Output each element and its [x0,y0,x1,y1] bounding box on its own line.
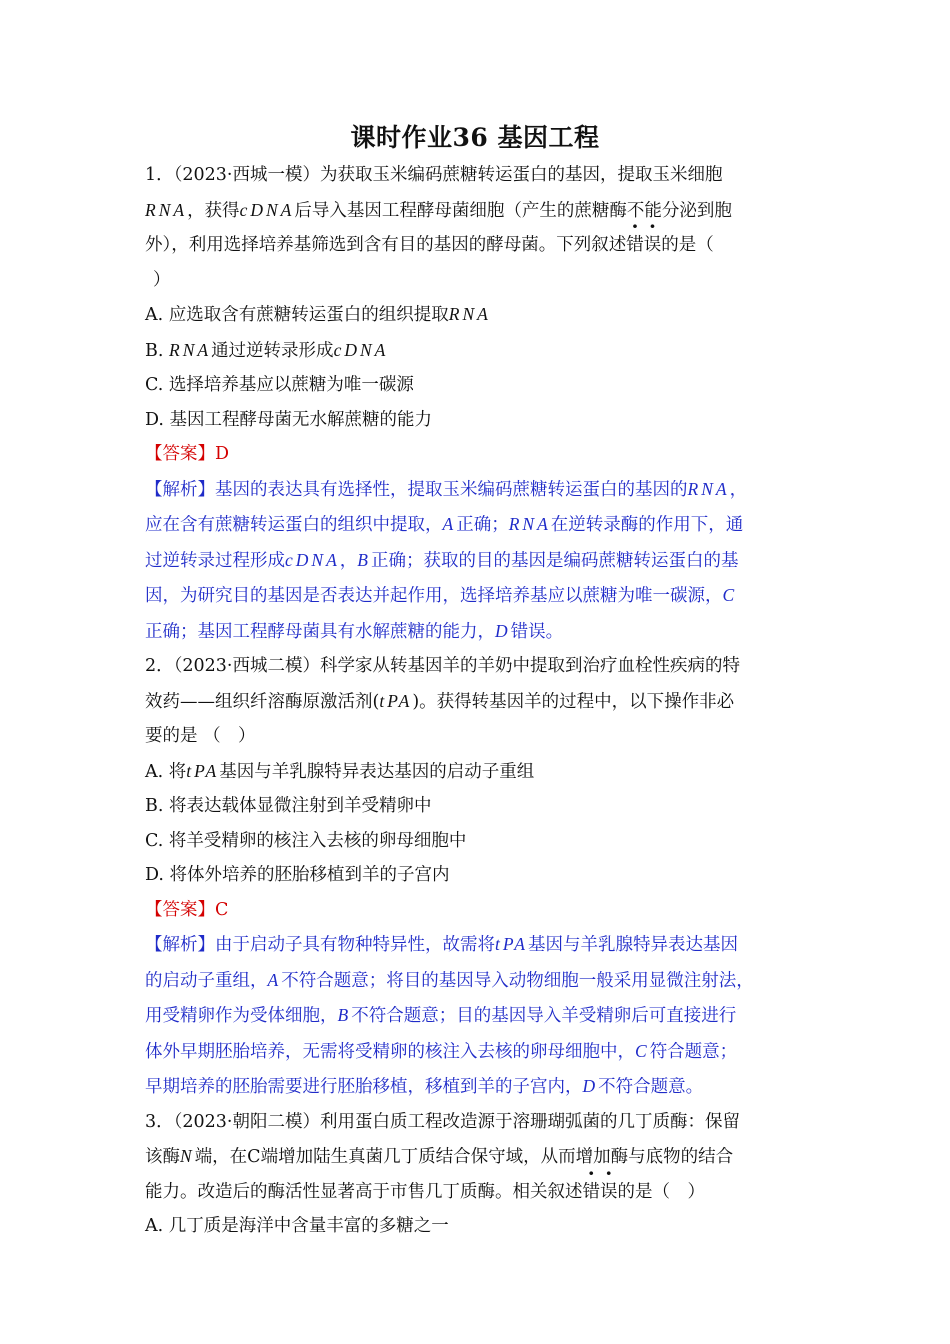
option-d: D. 将体外培养的胚胎移植到羊的子宫内 [145,865,450,885]
option-b: B. RNA通过逆转录形成cDNA [145,339,389,361]
question-stem-line: RNA，获得cDNA后导入基因工程酵母菌细胞（产生的蔗糖酶不能分泌到胞 [145,199,732,221]
answer: 【答案】C [145,899,229,920]
option-a: A. 将tPA基因与羊乳腺特异表达基因的启动子重组 [145,760,535,782]
option-a: A. 几丁质是海洋中含量丰富的多糖之一 [145,1216,449,1236]
emphasis-char: 误 [643,235,662,255]
option-d: D. 基因工程酵母菌无水解蔗糖的能力 [145,409,433,430]
option-b: B. 将表达载体显微注射到羊受精卵中 [145,796,432,816]
question-2 [145,649,805,1105]
explanation: 【解析】基因的表达具有选择性，提取玉米编码蔗糖转运蛋白的基因的RNA， 应在含有蔗糖转运蛋白的组织中提取，A正确；RNA在逆转录酶的作用下，通 过逆转录过程形成cDNA，B正确；获取的目的基因是编码蔗糖转运蛋白的基 因，为研究目的基因是否表达并起作用，选择培养基应以蔗糖为唯一碳源，C 正确；基因工程酵母菌具有水解蔗糖的能力，D错误。 [145,478,748,642]
question-stem-line: ） [153,269,171,290]
option-a: A. 应选取含有蔗糖转运蛋白的组织提取RNA [145,304,491,325]
emphasis-char: 错 [626,235,644,255]
question-1 [145,158,805,649]
document-page [145,118,805,1244]
question-3 [145,1105,805,1244]
page-title: 课时作业36 基因工程 [350,123,600,152]
question-stem-line: 要的是 （ ） [145,726,256,746]
question-stem-line: 2．（2023·西城二模）科学家从转基因羊的羊奶中提取到治疗血栓性疾病的特 [145,656,740,676]
question-stem-line: 1．（2023·西城一模）为获取玉米编码蔗糖转运蛋白的基因，提取玉米细胞 [145,165,723,185]
explanation: 【解析】由于启动子具有物种特异性，故需将tPA基因与羊乳腺特异表达基因 的启动子重组，A不符合题意；将目的基因导入动物细胞一般采用显微注射法， 用受精卵作为受体细胞，B不符合题意；目的基因导入羊受精卵后可直接进行 体外早期胚胎培养，无需将受精卵的核注入去核的卵母细胞中，C符合题意； 早期培养的胚胎需要进行胚胎移植，移植到羊的子宫内，D不符合题意。 [145,934,754,1097]
question-stem-line: 外），利用选择培养基筛选到含有目的基因的酵母菌。下列叙述错误的是（ [145,235,714,255]
option-c: C. 将羊受精卵的核注入去核的卵母细胞中 [145,830,467,851]
emphasis-char: 误 [600,1181,618,1202]
answer: 【答案】D [145,444,230,464]
question-stem-line: 该酶N端，在C端增加陆生真菌几丁质结合保守域，从而增加酶与底物的结合 [145,1146,734,1167]
question-stem-line: 能力。改造后的酶活性显著高于市售几丁质酶。相关叙述错误的是（ ） [145,1181,705,1202]
question-stem-line: 3．（2023·朝阳二模）利用蛋白质工程改造源于溶珊瑚弧菌的几丁质酶：保留 [145,1111,740,1132]
emphasis-char: 错 [582,1181,600,1202]
question-stem-line: 效药——组织纤溶酶原激活剂(tPA)。获得转基因羊的过程中，以下操作非必 [145,690,735,712]
option-c: C. 选择培养基应以蔗糖为唯一碳源 [145,375,414,395]
